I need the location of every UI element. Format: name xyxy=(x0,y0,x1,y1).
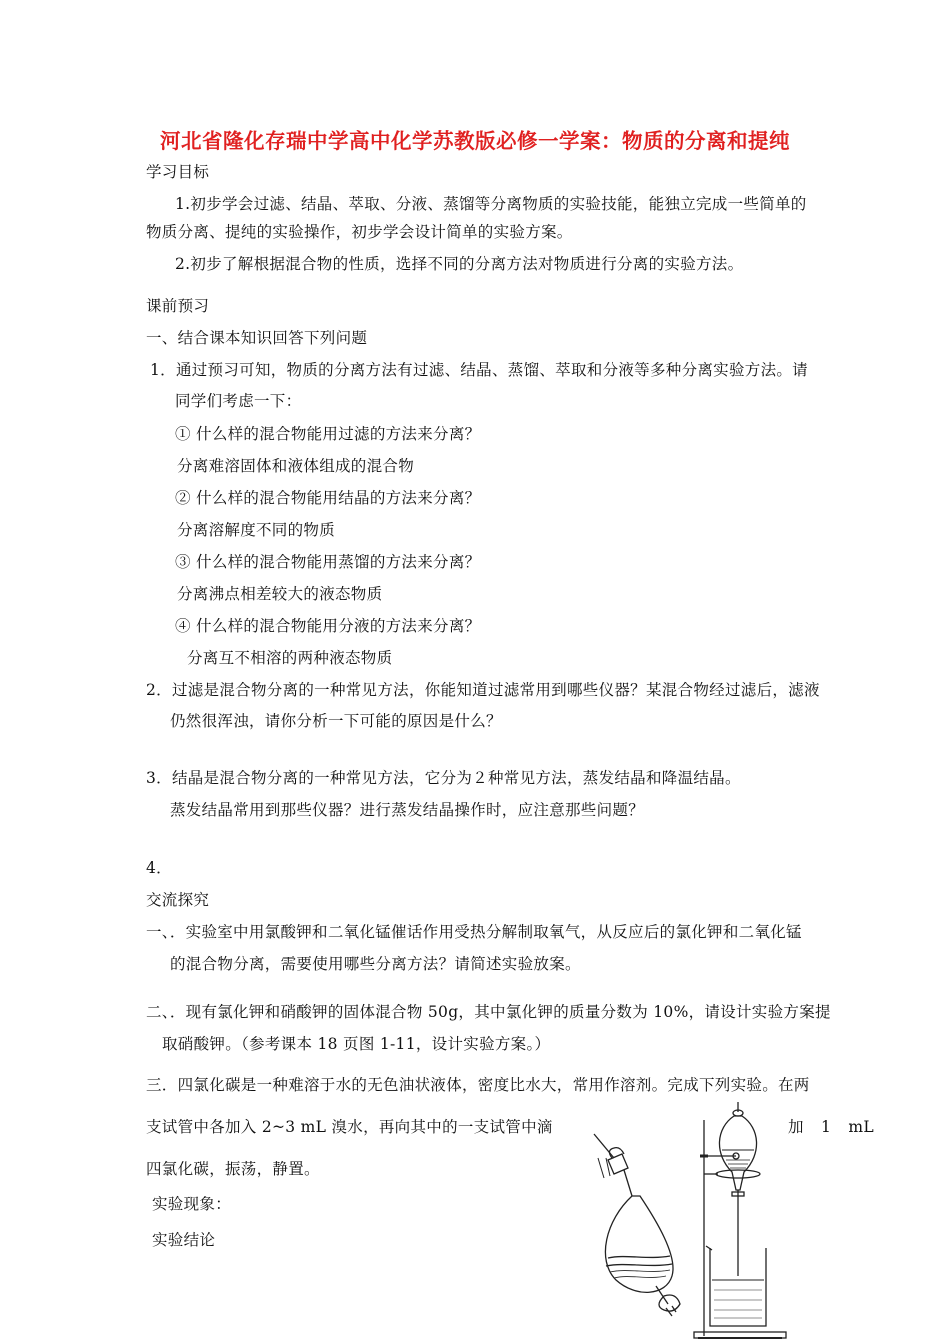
question-1-line-2: 同学们考虑一下： xyxy=(175,392,302,410)
question-1-line-1: 1．通过预习可知，物质的分离方法有过滤、结晶、蒸馏、萃取和分液等多种分离实验方法。请 xyxy=(150,361,808,379)
problem-2-line-1: 二、．现有氯化钾和硝酸钾的固体混合物 50g，其中氯化钾的质量分数为 10%，请设计实验方案提 xyxy=(146,1003,831,1021)
problem-3-line-2b: 加 1 mL xyxy=(788,1118,875,1136)
objective-1-line-2: 物质分离、提纯的实验操作，初步学会设计简单的实验方案。 xyxy=(146,223,573,241)
phenomenon-label: 实验现象： xyxy=(152,1195,232,1213)
sub-answer-1: 分离难溶固体和液体组成的混合物 xyxy=(177,457,415,475)
sub-question-1: ① 什么样的混合物能用过滤的方法来分离？ xyxy=(175,425,481,443)
question-3-line-1: 3．结晶是混合物分离的一种常见方法，它分为２种常见方法，蒸发结晶和降温结晶。 xyxy=(146,769,741,787)
problem-1-line-1: 一、．实验室中用氯酸钾和二氧化锰催话作用受热分解制取氧气，从反应后的氯化钾和二氧化锰 xyxy=(146,923,802,941)
problem-3-line-2a: 支试管中各加入 2~3 mL 溴水，再向其中的一支试管中滴 xyxy=(146,1118,553,1136)
sub-question-4: ④ 什么样的混合物能用分液的方法来分离？ xyxy=(175,617,481,635)
question-3-line-2: 蒸发结晶常用到那些仪器？进行蒸发结晶操作时，应注意那些问题？ xyxy=(170,801,645,819)
question-4: 4． xyxy=(146,859,172,877)
problem-2-line-2: 取硝酸钾。（参考课本 18 页图 1-11，设计实验方案。） xyxy=(162,1035,551,1053)
question-2-line-2: 仍然很浑浊，请你分析一下可能的原因是什么？ xyxy=(170,712,502,730)
section-1-heading: 一、结合课本知识回答下列问题 xyxy=(146,329,368,347)
separatory-funnel-illustration xyxy=(586,1100,876,1344)
conclusion-label: 实验结论 xyxy=(152,1231,216,1249)
objectives-heading: 学习目标 xyxy=(146,163,210,181)
document-title: 河北省隆化存瑞中学高中化学苏教版必修一学案：物质的分离和提纯 xyxy=(160,129,790,153)
sub-question-2: ② 什么样的混合物能用结晶的方法来分离？ xyxy=(175,489,481,507)
objective-2: 2.初步了解根据混合物的性质，选择不同的分离方法对物质进行分离的实验方法。 xyxy=(175,255,744,273)
objective-1-line-1: 1.初步学会过滤、结晶、萃取、分液、蒸馏等分离物质的实验技能，能独立完成一些简单的 xyxy=(175,195,807,213)
sub-question-3: ③ 什么样的混合物能用蒸馏的方法来分离？ xyxy=(175,553,481,571)
problem-3-line-3: 四氯化碳，振荡，静置。 xyxy=(146,1160,320,1178)
discussion-heading: 交流探究 xyxy=(146,891,210,909)
shaking-funnel-figure xyxy=(594,1134,680,1316)
preview-heading: 课前预习 xyxy=(146,297,210,315)
sub-answer-4: 分离互不相溶的两种液态物质 xyxy=(187,649,393,667)
sub-answer-3: 分离沸点相差较大的液态物质 xyxy=(177,585,383,603)
problem-3-line-1: 三．四氯化碳是一种难溶于水的无色油状液体，密度比水大，常用作溶剂。完成下列实验。在两 xyxy=(146,1076,810,1094)
ring-stand-figure xyxy=(694,1102,786,1338)
question-2-line-1: 2．过滤是混合物分离的一种常见方法，你能知道过滤常用到哪些仪器？某混合物经过滤后，滤液 xyxy=(146,681,820,699)
sub-answer-2: 分离溶解度不同的物质 xyxy=(177,521,336,539)
problem-1-line-2: 的混合物分离，需要使用哪些分离方法？请简述实验放案。 xyxy=(170,955,581,973)
